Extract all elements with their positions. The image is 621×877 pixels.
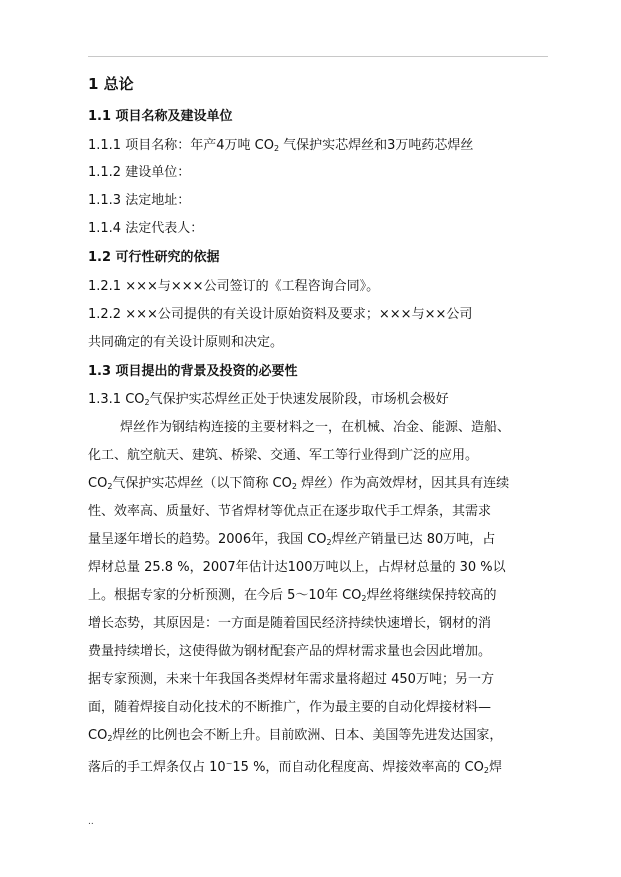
section-heading-1-3: 1.3 项目提出的背景及投资的必要性 — [88, 364, 298, 379]
item-1-2-1: 1.2.1 ×××与×××公司签订的《工程咨询合同》。 — [88, 279, 380, 294]
paragraph-2-line-7: 费量持续增长，这使得做为钢材配套产品的焊材需求量也会因此增加。 — [88, 644, 492, 659]
paragraph-2-line-3: 量呈逐年增长的趋势。2006年，我国 $CO_2$焊丝产销量已达 80万吨，占 — [88, 532, 496, 547]
item-1-3-1: 1.3.1 $CO_2$气保护实芯焊丝正处于快速发展阶段，市场机会极好 — [88, 392, 449, 407]
paragraph-2-line-4: 焊材总量 25.8 %，2007年估计达100万吨以上，占焊材总量的 30 %以 — [88, 560, 506, 575]
paragraph-2-line-9: 面，随着焊接自动化技术的不断推广，作为最主要的自动化焊接材料— — [88, 700, 492, 715]
paragraph-1-line-1: 焊丝作为钢结构连接的主要材料之一，在机械、冶金、能源、造船、 — [120, 420, 511, 435]
item-1-1-1: 1.1.1 项目名称：年产4万吨 $CO_2$ 气保护实芯焊丝和3万吨药芯焊丝 — [88, 138, 474, 153]
item-1-1-2: 1.1.2 建设单位： — [88, 165, 191, 180]
paragraph-2-line-8: 据专家预测，未来十年我国各类焊材年需求量将超过 450万吨；另一方 — [88, 672, 494, 687]
chapter-heading: 1 总论 — [88, 75, 134, 93]
section-heading-1-1: 1.1 项目名称及建设单位 — [88, 109, 233, 124]
item-1-1-4: 1.1.4 法定代表人： — [88, 221, 204, 236]
header-rule — [88, 56, 548, 57]
paragraph-1-line-2: 化工、航空航天、建筑、桥梁、交通、军工等行业得到广泛的应用。 — [88, 448, 479, 463]
item-1-1-3: 1.1.3 法定地址： — [88, 193, 191, 208]
item-1-2-2-line1: 1.2.2 ×××公司提供的有关设计原始资料及要求；×××与××公司 — [88, 307, 473, 322]
section-heading-1-2: 1.2 可行性研究的依据 — [88, 250, 220, 265]
footer-mark: .. — [88, 817, 94, 827]
paragraph-2-line-1: $CO_2$气保护实芯焊丝（以下简称 $CO_2$ 焊丝）作为高效焊材，因其具有连续 — [88, 476, 510, 491]
paragraph-2-line-11: 落后的手工焊条仅占 10~15 %，而自动化程度高、焊接效率高的 $CO_2$焊 — [88, 759, 502, 775]
paragraph-2-line-2: 性、效率高、质量好、节省焊材等优点正在逐步取代手工焊条，其需求 — [88, 504, 492, 519]
item-1-2-2-line2: 共同确定的有关设计原则和决定。 — [88, 335, 284, 350]
paragraph-2-line-10: $CO_2$焊丝的比例也会不断上升。目前欧洲、日本、美国等先进发达国家， — [88, 728, 503, 743]
paragraph-2-line-5: 上。根据专家的分析预测，在今后 5～10年 $CO_2$焊丝将继续保持较高的 — [88, 588, 497, 603]
paragraph-2-line-6: 增长态势，其原因是：一方面是随着国民经济持续快速增长，钢材的消 — [88, 616, 492, 631]
